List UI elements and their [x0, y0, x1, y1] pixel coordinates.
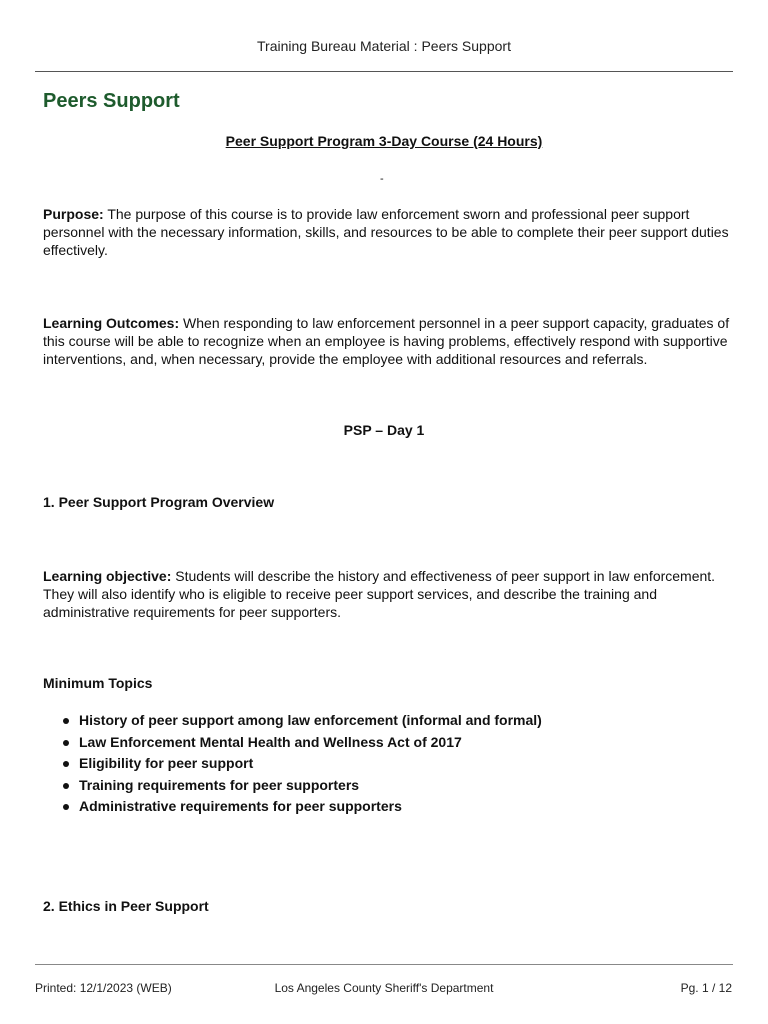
course-title: Peer Support Program 3-Day Course (24 Hours) [225, 133, 543, 149]
section-heading-overview: 1. Peer Support Program Overview [43, 494, 275, 510]
section-heading-ethics: 2. Ethics in Peer Support [43, 898, 209, 914]
purpose-label: Purpose: [43, 206, 104, 222]
department-name: Los Angeles County Sheriff's Department [274, 981, 494, 995]
printed-date: Printed: 12/1/2023 (WEB) [35, 981, 172, 995]
bullet-icon [63, 761, 69, 767]
topics-list [43, 710, 542, 818]
list-item-text: Administrative requirements for peer supporters [79, 798, 402, 814]
running-header: Training Bureau Material : Peers Support [257, 38, 511, 54]
list-item-text: Law Enforcement Mental Health and Wellness Act of 2017 [79, 733, 462, 750]
learning-objective-text: Students will describe the history and effectiveness of peer support in law enforcement. They will also identify who is eligible to receive peer support services, and describe the training and administrative requirements for peer supporters. [43, 568, 716, 620]
learning-outcomes-label: Learning Outcomes: [43, 315, 180, 331]
learning-outcomes-paragraph [43, 314, 733, 368]
purpose-paragraph [43, 205, 733, 259]
learning-outcomes-text: When responding to law enforcement personnel in a peer support capacity, graduates of this course will be able to recognize when an employee is having problems, effectively respond with supportive interventions, and, when necessary, provide the employee with additional resources and referrals. [43, 315, 730, 367]
list-item [79, 753, 542, 775]
list-item [79, 732, 542, 754]
purpose-text: The purpose of this course is to provide law enforcement sworn and professional peer support personnel with the necessary information, skills, and resources to be able to complete their peer support duties effectively. [43, 206, 729, 258]
separator-dash: - [380, 173, 384, 185]
minimum-topics-heading: Minimum Topics [43, 675, 153, 691]
list-item [79, 710, 542, 732]
bullet-icon [63, 783, 69, 789]
header-divider [35, 71, 733, 72]
page-title: Peers Support [43, 90, 180, 112]
bullet-icon [63, 718, 69, 724]
day-title: PSP – Day 1 [343, 422, 425, 438]
list-item-text: Training requirements for peer supporters [79, 776, 360, 793]
list-item-text: History of peer support among law enforcement (informal and formal) [79, 712, 542, 728]
page-number: Pg. 1 / 12 [680, 981, 732, 995]
list-item-text: Eligibility for peer support [79, 755, 254, 771]
learning-objective-paragraph [43, 567, 733, 621]
bullet-icon [63, 740, 69, 746]
footer-divider [35, 964, 733, 965]
list-item [79, 796, 542, 818]
learning-objective-label: Learning objective: [43, 568, 172, 584]
list-item [79, 775, 542, 797]
bullet-icon [63, 804, 69, 810]
